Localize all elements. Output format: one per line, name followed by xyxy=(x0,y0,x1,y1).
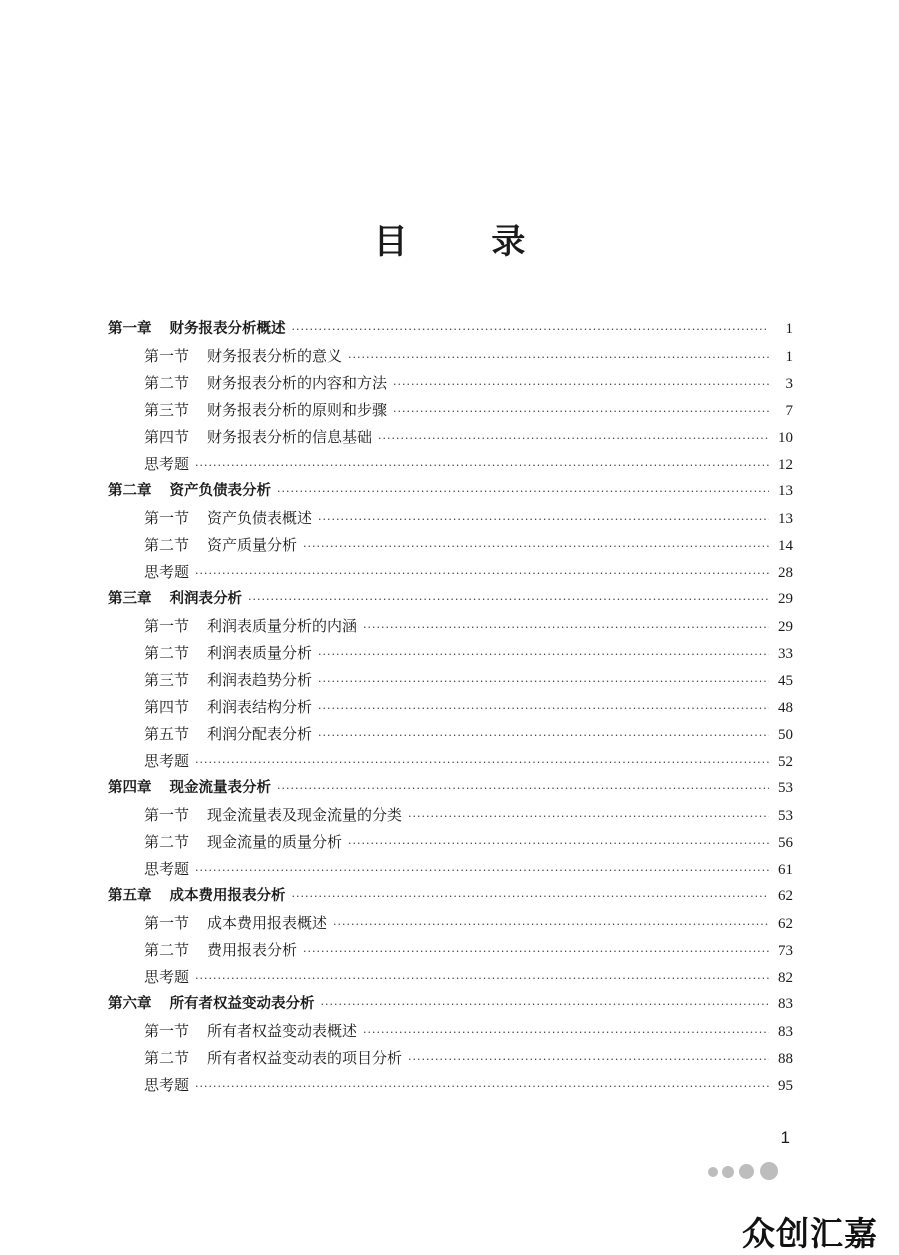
toc-entry-page: 1 xyxy=(785,349,793,365)
toc-entry-title: 所有者权益变动表分析 xyxy=(169,996,315,1012)
toc-entry-label: 第五节 xyxy=(144,725,190,743)
watermark-logo: 众创汇嘉 xyxy=(742,1214,878,1253)
toc-entry-exercise[interactable] xyxy=(108,1072,793,1099)
toc-entry-label: 第三节 xyxy=(144,671,190,689)
toc-leader-dots xyxy=(195,1073,769,1100)
toc-entry-title: 利润表质量分析的内涵 xyxy=(207,617,358,635)
toc-entry-page: 29 xyxy=(778,619,793,635)
toc-entry-label: 第三章 xyxy=(108,591,152,607)
toc-entry-section[interactable] xyxy=(108,532,793,559)
toc-leader-dots xyxy=(318,641,769,668)
toc-leader-dots xyxy=(195,857,769,884)
toc-entry-section[interactable] xyxy=(108,613,793,640)
toc-entry-title: 利润表质量分析 xyxy=(207,644,313,662)
toc-leader-dots xyxy=(277,478,769,505)
toc-entry-title: 所有者权益变动表概述 xyxy=(207,1022,358,1040)
toc-entry-page: 82 xyxy=(778,970,793,986)
toc-entry-label: 思考题 xyxy=(144,455,190,473)
toc-entry-page: 12 xyxy=(778,457,793,473)
toc-entry-label: 第二节 xyxy=(144,1049,190,1067)
toc-leader-dots xyxy=(318,722,769,749)
toc-entry-section[interactable] xyxy=(108,1045,793,1072)
toc-entry-page: 88 xyxy=(778,1051,793,1067)
toc-leader-dots xyxy=(348,344,769,371)
toc-entry-page: 53 xyxy=(778,780,793,796)
toc-entry-chapter[interactable] xyxy=(108,775,793,802)
toc-entry-label: 思考题 xyxy=(144,752,190,770)
toc-leader-dots xyxy=(321,991,770,1018)
toc-leader-dots xyxy=(363,614,769,641)
toc-entry-label: 第四节 xyxy=(144,698,190,716)
toc-entry-label: 思考题 xyxy=(144,563,190,581)
toc-entry-title: 资产质量分析 xyxy=(207,536,298,554)
toc-entry-page: 56 xyxy=(778,835,793,851)
toc-leader-dots xyxy=(378,425,769,452)
toc-entry-section[interactable] xyxy=(108,721,793,748)
toc-entry-page: 61 xyxy=(778,862,793,878)
toc-entry-chapter[interactable] xyxy=(108,883,793,910)
toc-entry-label: 第一节 xyxy=(144,1022,190,1040)
toc-entry-page: 83 xyxy=(778,1024,793,1040)
toc-entry-title: 成本费用报表分析 xyxy=(169,888,286,904)
toc-entry-label: 第四章 xyxy=(108,780,152,796)
toc-leader-dots xyxy=(303,533,769,560)
toc-leader-dots xyxy=(318,695,769,722)
toc-entry-page: 14 xyxy=(778,538,793,554)
toc-entry-label: 第二节 xyxy=(144,644,190,662)
toc-entry-label: 第二节 xyxy=(144,941,190,959)
toc-leader-dots xyxy=(303,938,769,965)
toc-leader-dots xyxy=(195,965,769,992)
toc-entry-label: 第一章 xyxy=(108,321,152,337)
toc-entry-section[interactable] xyxy=(108,370,793,397)
toc-leader-dots xyxy=(195,452,769,479)
toc-entry-section[interactable] xyxy=(108,343,793,370)
toc-entry-label: 第一节 xyxy=(144,806,190,824)
toc-entry-title: 所有者权益变动表的项目分析 xyxy=(207,1049,403,1067)
toc-entry-title: 财务报表分析概述 xyxy=(169,321,286,337)
toc-entry-label: 第三节 xyxy=(144,401,190,419)
toc-entry-title: 利润分配表分析 xyxy=(207,725,313,743)
toc-entry-title: 成本费用报表概述 xyxy=(207,914,328,932)
toc-entry-exercise[interactable] xyxy=(108,451,793,478)
toc-entry-page: 10 xyxy=(778,430,793,446)
toc-entry-label: 思考题 xyxy=(144,860,190,878)
toc-leader-dots xyxy=(363,1019,769,1046)
toc-entry-chapter[interactable] xyxy=(108,991,793,1018)
toc-entry-chapter[interactable] xyxy=(108,316,793,343)
toc-entry-exercise[interactable] xyxy=(108,964,793,991)
toc-entry-page: 13 xyxy=(778,511,793,527)
toc-entry-label: 第二章 xyxy=(108,483,152,499)
toc-entry-page: 29 xyxy=(778,591,793,607)
toc-entry-chapter[interactable] xyxy=(108,586,793,613)
toc-entry-page: 50 xyxy=(778,727,793,743)
toc-entry-exercise[interactable] xyxy=(108,856,793,883)
toc-entry-section[interactable] xyxy=(108,667,793,694)
toc-entry-section[interactable] xyxy=(108,1018,793,1045)
toc-leader-dots xyxy=(333,911,769,938)
toc-leader-dots xyxy=(348,830,769,857)
toc-entry-section[interactable] xyxy=(108,937,793,964)
toc-leader-dots xyxy=(292,883,770,910)
toc-entry-chapter[interactable] xyxy=(108,478,793,505)
toc-entry-page: 73 xyxy=(778,943,793,959)
decorative-dots-icon xyxy=(708,1158,792,1180)
toc-entry-title: 财务报表分析的意义 xyxy=(207,347,343,365)
toc-entry-label: 第一节 xyxy=(144,617,190,635)
toc-entry-section[interactable] xyxy=(108,802,793,829)
toc-entry-title: 现金流量表分析 xyxy=(169,780,271,796)
toc-leader-dots xyxy=(277,775,769,802)
toc-entry-page: 1 xyxy=(785,321,793,337)
toc-entry-page: 45 xyxy=(778,673,793,689)
toc-entry-title: 利润表分析 xyxy=(169,591,242,607)
toc-entry-section[interactable] xyxy=(108,397,793,424)
table-of-contents xyxy=(108,316,793,1099)
toc-entry-section[interactable] xyxy=(108,694,793,721)
toc-entry-title: 利润表结构分析 xyxy=(207,698,313,716)
toc-entry-label: 第四节 xyxy=(144,428,190,446)
toc-entry-page: 48 xyxy=(778,700,793,716)
page-title: 目 录 xyxy=(373,222,562,262)
toc-leader-dots xyxy=(408,803,769,830)
toc-entry-label: 第五章 xyxy=(108,888,152,904)
toc-entry-label: 第二节 xyxy=(144,374,190,392)
toc-entry-page: 28 xyxy=(778,565,793,581)
toc-entry-page: 7 xyxy=(785,403,793,419)
toc-entry-label: 第一节 xyxy=(144,347,190,365)
toc-entry-page: 13 xyxy=(778,483,793,499)
toc-entry-page: 3 xyxy=(785,376,793,392)
toc-leader-dots xyxy=(393,398,769,425)
toc-entry-section[interactable] xyxy=(108,424,793,451)
toc-leader-dots xyxy=(318,506,769,533)
toc-entry-exercise[interactable] xyxy=(108,748,793,775)
toc-entry-title: 资产负债表概述 xyxy=(207,509,313,527)
toc-entry-page: 53 xyxy=(778,808,793,824)
toc-entry-title: 现金流量的质量分析 xyxy=(207,833,343,851)
toc-entry-title: 财务报表分析的内容和方法 xyxy=(207,374,388,392)
toc-entry-label: 第六章 xyxy=(108,996,152,1012)
toc-entry-label: 思考题 xyxy=(144,1076,190,1094)
toc-entry-section[interactable] xyxy=(108,640,793,667)
toc-entry-label: 第二节 xyxy=(144,536,190,554)
toc-leader-dots xyxy=(248,586,769,613)
toc-entry-page: 62 xyxy=(778,916,793,932)
toc-leader-dots xyxy=(292,316,770,343)
toc-entry-section[interactable] xyxy=(108,505,793,532)
toc-entry-page: 62 xyxy=(778,888,793,904)
toc-leader-dots xyxy=(393,371,769,398)
toc-entry-title: 财务报表分析的信息基础 xyxy=(207,428,373,446)
toc-entry-title: 利润表趋势分析 xyxy=(207,671,313,689)
toc-entry-page: 83 xyxy=(778,996,793,1012)
toc-entry-title: 现金流量表及现金流量的分类 xyxy=(207,806,403,824)
toc-leader-dots xyxy=(195,749,769,776)
toc-entry-title: 资产负债表分析 xyxy=(169,483,271,499)
page-number: 1 xyxy=(780,1128,790,1147)
toc-entry-title: 财务报表分析的原则和步骤 xyxy=(207,401,388,419)
toc-entry-exercise[interactable] xyxy=(108,559,793,586)
toc-leader-dots xyxy=(318,668,769,695)
toc-entry-page: 52 xyxy=(778,754,793,770)
toc-entry-page: 95 xyxy=(778,1078,793,1094)
toc-leader-dots xyxy=(408,1046,769,1073)
toc-leader-dots xyxy=(195,560,769,587)
toc-entry-title: 费用报表分析 xyxy=(207,941,298,959)
toc-entry-section[interactable] xyxy=(108,910,793,937)
toc-entry-section[interactable] xyxy=(108,829,793,856)
toc-entry-page: 33 xyxy=(778,646,793,662)
toc-entry-label: 第二节 xyxy=(144,833,190,851)
toc-entry-label: 第一节 xyxy=(144,509,190,527)
toc-entry-label: 思考题 xyxy=(144,968,190,986)
toc-entry-label: 第一节 xyxy=(144,914,190,932)
